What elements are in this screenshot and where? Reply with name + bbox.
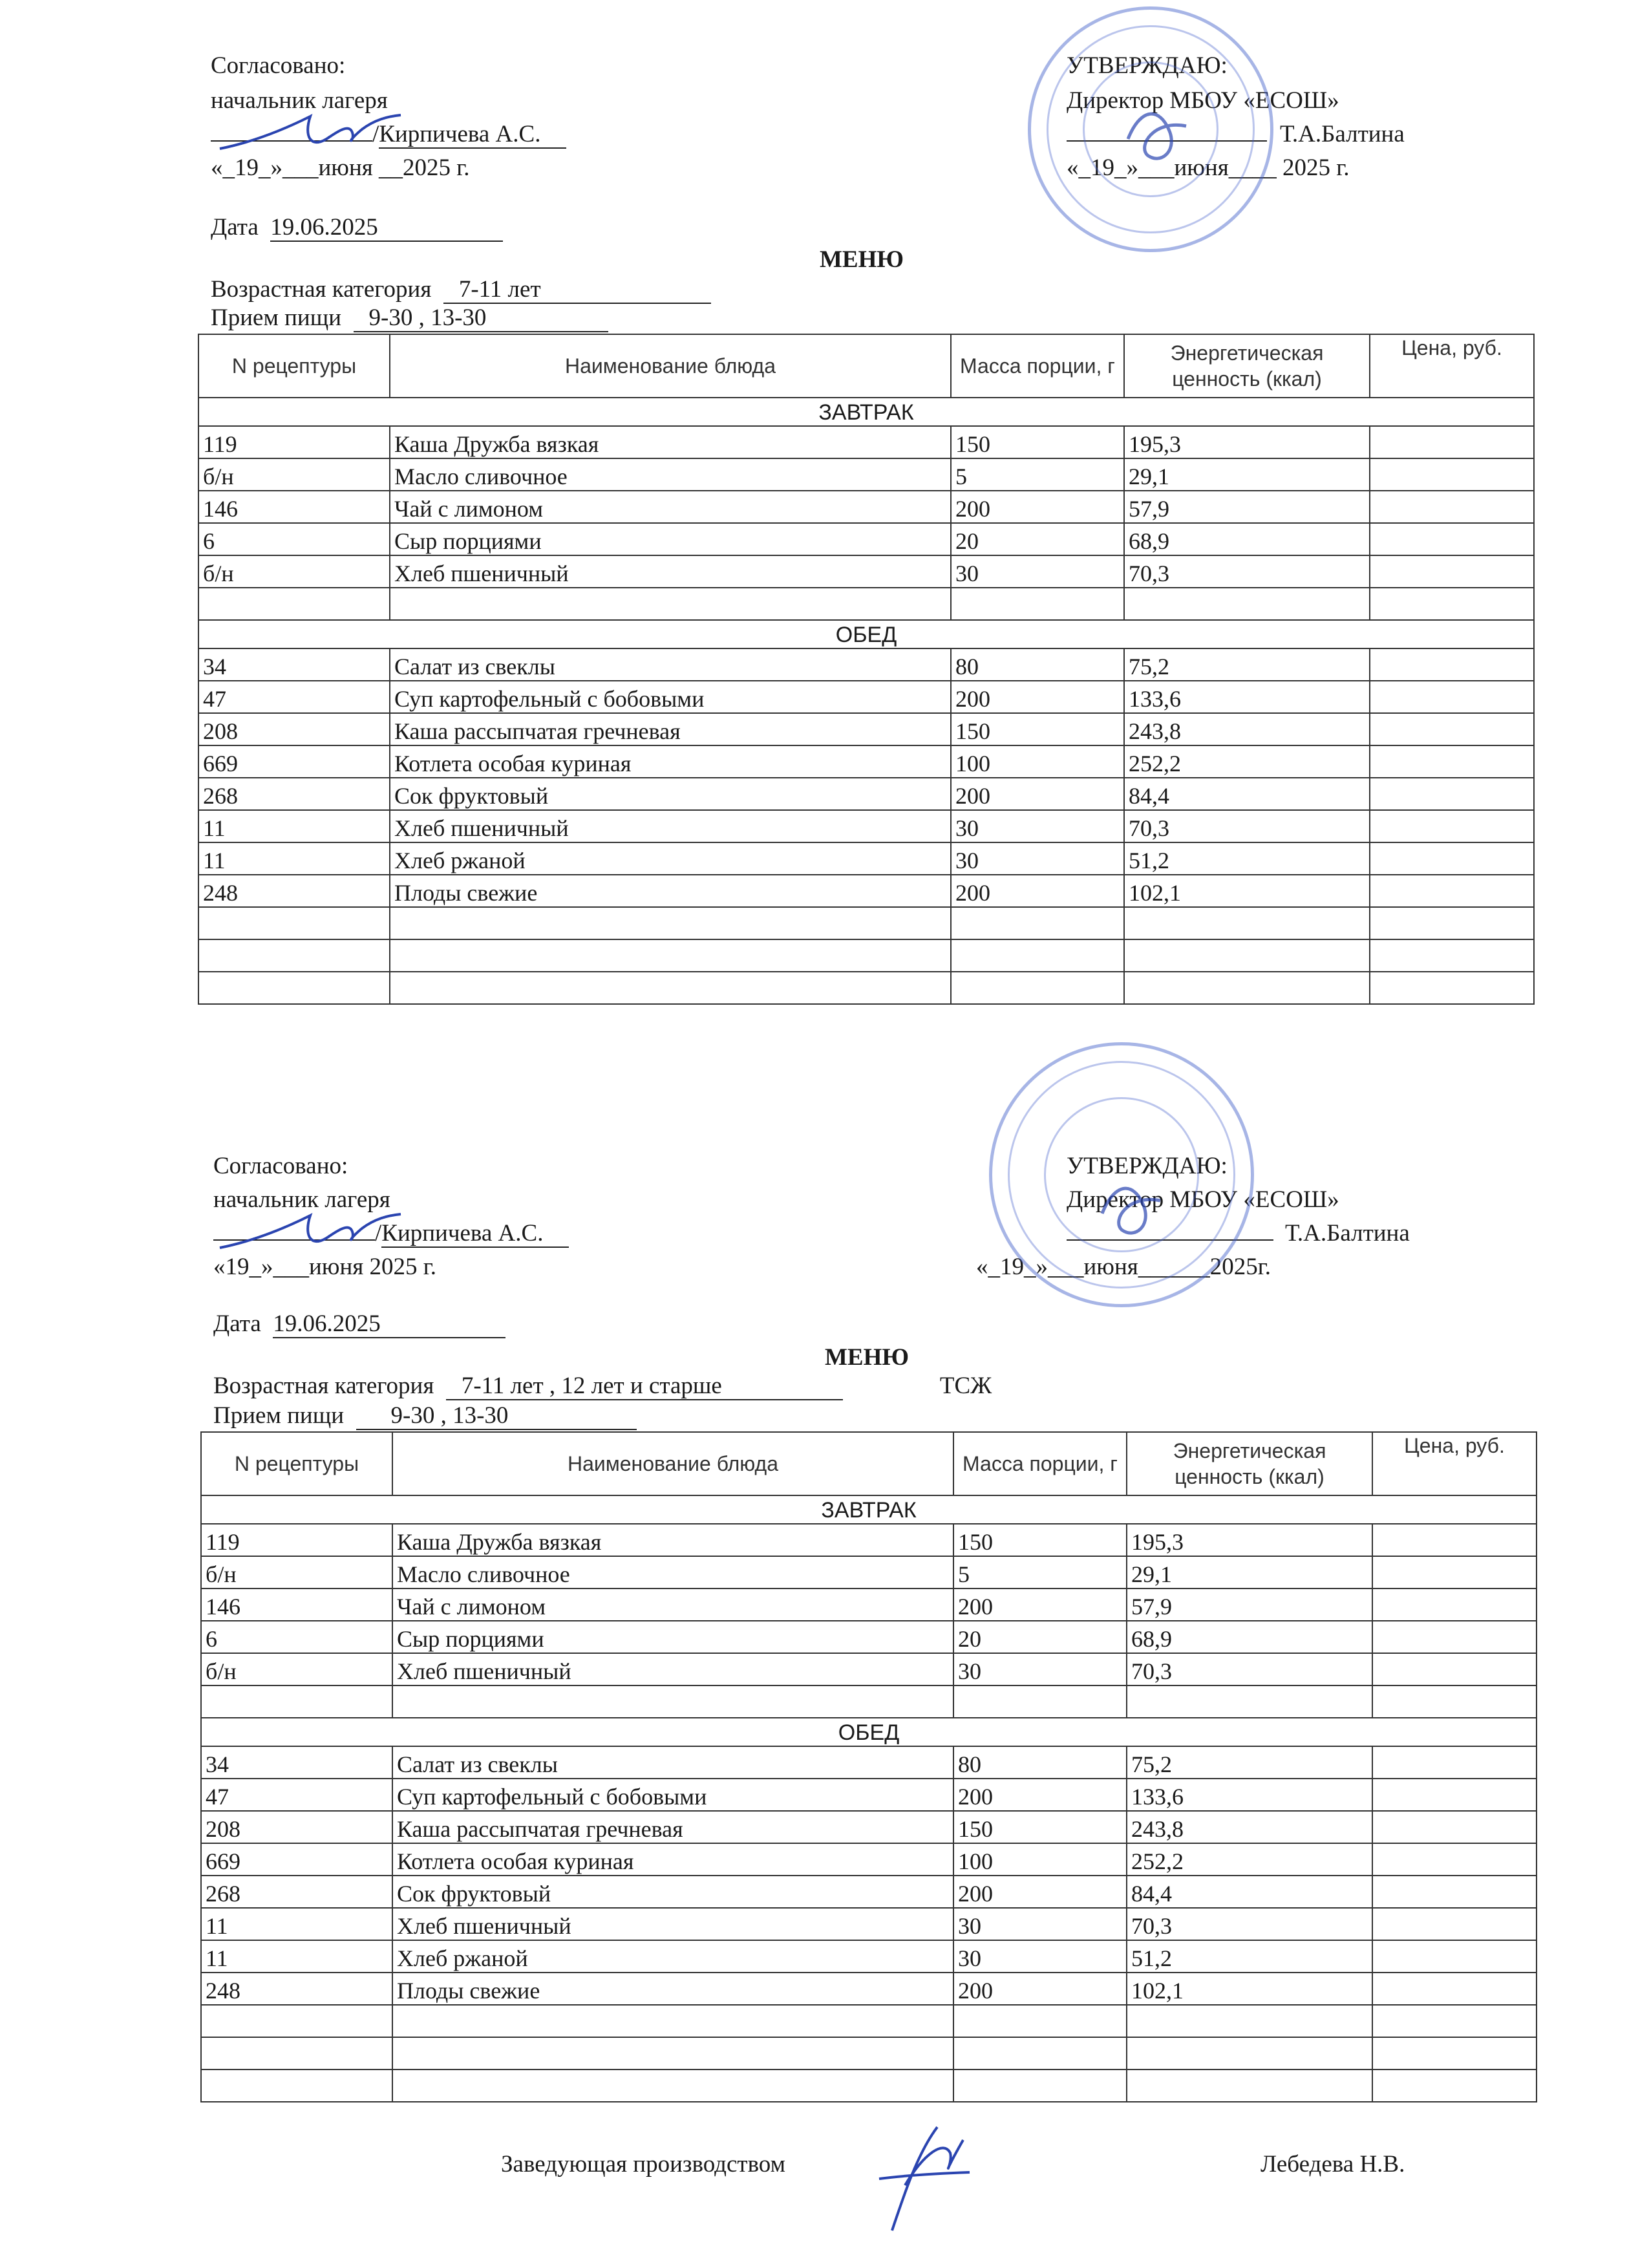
portion-mass-cell: 5 xyxy=(951,458,1124,491)
recipe-no-cell xyxy=(201,2070,392,2102)
recipe-no-cell: б/н xyxy=(201,1653,392,1685)
section-row xyxy=(201,1718,1537,1746)
camp-head-signature xyxy=(213,1203,407,1261)
empty-row xyxy=(198,588,1534,620)
agreed-label: Согласовано: xyxy=(213,1153,348,1179)
recipe-no-cell: б/н xyxy=(198,555,390,588)
price-cell xyxy=(1370,842,1534,875)
price-cell xyxy=(1372,2070,1537,2102)
section-label: ЗАВТРАК xyxy=(198,398,1534,426)
table-row xyxy=(198,745,1534,778)
dish-name-cell: Плоды свежие xyxy=(392,1973,953,2005)
empty-row xyxy=(198,939,1534,972)
energy-cell: 252,2 xyxy=(1124,745,1370,778)
dish-name-cell xyxy=(390,588,951,620)
portion-mass-cell: 80 xyxy=(951,648,1124,681)
energy-cell: 57,9 xyxy=(1124,491,1370,523)
section-row xyxy=(198,398,1534,426)
portion-mass-cell: 200 xyxy=(951,491,1124,523)
round-seal-stamp xyxy=(1028,6,1273,252)
meal-label: Прием пищи xyxy=(211,305,342,331)
recipe-no-cell: 11 xyxy=(198,810,390,842)
director-date: «_19_»___июня____ 2025 г. xyxy=(1067,155,1350,181)
age-label: Возрастная категория xyxy=(213,1373,434,1399)
energy-cell: 195,3 xyxy=(1127,1524,1372,1556)
dish-name-cell: Каша Дружба вязкая xyxy=(390,426,951,458)
recipe-no-cell: 146 xyxy=(198,491,390,523)
price-cell xyxy=(1372,1908,1537,1940)
portion-mass-cell: 150 xyxy=(953,1524,1127,1556)
price-cell xyxy=(1370,875,1534,907)
energy-cell: 102,1 xyxy=(1127,1973,1372,2005)
table-row xyxy=(201,1653,1537,1685)
meal-label: Прием пищи xyxy=(213,1402,345,1429)
dish-name-cell xyxy=(392,2037,953,2070)
header-portion-mass: Масса порции, г xyxy=(951,334,1124,398)
dish-name-cell: Каша рассыпчатая гречневая xyxy=(390,713,951,745)
energy-cell xyxy=(1124,939,1370,972)
table-row xyxy=(201,1908,1537,1940)
dish-name-cell: Масло сливочное xyxy=(392,1556,953,1589)
approve-label: УТВЕРЖДАЮ: xyxy=(1067,52,1228,79)
price-cell xyxy=(1372,1876,1537,1908)
table-row xyxy=(198,875,1534,907)
recipe-no-cell xyxy=(198,972,390,1004)
recipe-no-cell xyxy=(201,2037,392,2070)
price-cell xyxy=(1372,1589,1537,1621)
energy-cell: 29,1 xyxy=(1127,1556,1372,1589)
header-price: Цена, руб. xyxy=(1370,334,1534,398)
portion-mass-cell: 30 xyxy=(953,1653,1127,1685)
price-cell xyxy=(1370,972,1534,1004)
table-row xyxy=(198,426,1534,458)
camp-head-date: «19_»___июня 2025 г. xyxy=(213,1254,437,1280)
energy-cell: 133,6 xyxy=(1127,1779,1372,1811)
recipe-no-cell: 248 xyxy=(198,875,390,907)
header-dish-name: Наименование блюда xyxy=(392,1432,953,1495)
camp-head-signature xyxy=(213,103,407,162)
date-value: 19.06.2025 xyxy=(270,215,503,242)
section-row xyxy=(201,1495,1537,1524)
camp-head-signature-line: /Кирпичева А.С. xyxy=(213,1219,569,1248)
energy-cell: 102,1 xyxy=(1124,875,1370,907)
empty-row xyxy=(201,1685,1537,1718)
table-row xyxy=(201,1779,1537,1811)
energy-cell xyxy=(1124,972,1370,1004)
section-label: ЗАВТРАК xyxy=(201,1495,1537,1524)
price-cell xyxy=(1372,1843,1537,1876)
table-header-row xyxy=(201,1432,1537,1495)
portion-mass-cell: 200 xyxy=(953,1779,1127,1811)
portion-mass-cell: 30 xyxy=(951,810,1124,842)
table-row xyxy=(198,523,1534,555)
portion-mass-cell: 200 xyxy=(953,1589,1127,1621)
table-row xyxy=(201,1940,1537,1973)
energy-cell xyxy=(1124,907,1370,939)
empty-row xyxy=(201,2037,1537,2070)
price-cell xyxy=(1370,491,1534,523)
round-seal-stamp xyxy=(989,1042,1254,1307)
empty-row xyxy=(201,2005,1537,2037)
price-cell xyxy=(1370,745,1534,778)
table-row xyxy=(201,1876,1537,1908)
price-cell xyxy=(1372,1811,1537,1843)
table-row xyxy=(201,1746,1537,1779)
recipe-no-cell: б/н xyxy=(201,1556,392,1589)
price-cell xyxy=(1372,1940,1537,1973)
portion-mass-cell: 30 xyxy=(951,555,1124,588)
portion-mass-cell: 30 xyxy=(953,1940,1127,1973)
energy-cell: 68,9 xyxy=(1124,523,1370,555)
dish-name-cell: Масло сливочное xyxy=(390,458,951,491)
table-row xyxy=(201,1621,1537,1653)
dish-name-cell: Чай с лимоном xyxy=(390,491,951,523)
dish-name-cell xyxy=(390,972,951,1004)
dish-name-cell: Хлеб пшеничный xyxy=(390,810,951,842)
section-label: ОБЕД xyxy=(198,620,1534,648)
portion-mass-cell: 150 xyxy=(953,1811,1127,1843)
director-role: Директор МБОУ «ЕСОШ» xyxy=(1067,87,1339,114)
recipe-no-cell: 268 xyxy=(198,778,390,810)
age-label: Возрастная категория xyxy=(211,276,432,303)
table-header-row xyxy=(198,334,1534,398)
empty-row xyxy=(198,972,1534,1004)
price-cell xyxy=(1370,810,1534,842)
energy-cell xyxy=(1127,1685,1372,1718)
energy-cell xyxy=(1127,2005,1372,2037)
camp-head-name: Кирпичева А.С. xyxy=(381,1221,569,1248)
price-cell xyxy=(1372,1653,1537,1685)
price-cell xyxy=(1372,2005,1537,2037)
table-body xyxy=(198,398,1534,1004)
empty-row xyxy=(201,2070,1537,2102)
date-line xyxy=(213,1310,505,1338)
dish-name-cell: Салат из свеклы xyxy=(392,1746,953,1779)
production-manager-signature xyxy=(866,2114,976,2243)
price-cell xyxy=(1370,939,1534,972)
empty-row xyxy=(198,907,1534,939)
age-value: 7-11 лет , 12 лет и старше xyxy=(446,1373,843,1400)
header-recipe-no: N рецептуры xyxy=(198,334,390,398)
camp-head-date: «_19_»___июня __2025 г. xyxy=(211,155,470,181)
recipe-no-cell: 11 xyxy=(201,1908,392,1940)
table-row xyxy=(198,648,1534,681)
table-body xyxy=(201,1495,1537,2102)
energy-cell: 252,2 xyxy=(1127,1843,1372,1876)
age-extra: ТСЖ xyxy=(939,1373,992,1399)
camp-head-role: начальник лагеря xyxy=(213,1186,390,1213)
table-row xyxy=(201,1973,1537,2005)
energy-cell: 51,2 xyxy=(1124,842,1370,875)
energy-cell: 243,8 xyxy=(1127,1811,1372,1843)
table-row xyxy=(198,491,1534,523)
table-row xyxy=(198,555,1534,588)
meal-time-line xyxy=(213,1402,637,1430)
age-value: 7-11 лет xyxy=(443,277,711,304)
energy-cell: 57,9 xyxy=(1127,1589,1372,1621)
energy-cell: 51,2 xyxy=(1127,1940,1372,1973)
portion-mass-cell xyxy=(953,2037,1127,2070)
recipe-no-cell: б/н xyxy=(198,458,390,491)
table-row xyxy=(201,1556,1537,1589)
portion-mass-cell xyxy=(951,972,1124,1004)
table-row xyxy=(201,1843,1537,1876)
dish-name-cell xyxy=(392,2070,953,2102)
dish-name-cell xyxy=(392,2005,953,2037)
director-date: «_19_»___июня______2025г. xyxy=(976,1254,1271,1280)
director-name: Т.А.Балтина xyxy=(1285,1220,1410,1246)
portion-mass-cell: 150 xyxy=(951,713,1124,745)
director-role: Директор МБОУ «ЕСОШ» xyxy=(1067,1186,1339,1213)
recipe-no-cell xyxy=(201,2005,392,2037)
section-label: ОБЕД xyxy=(201,1718,1537,1746)
portion-mass-cell: 200 xyxy=(951,875,1124,907)
table-row xyxy=(201,1811,1537,1843)
energy-cell: 133,6 xyxy=(1124,681,1370,713)
portion-mass-cell: 200 xyxy=(953,1973,1127,2005)
meal-value: 9-30 , 13-30 xyxy=(354,305,608,332)
dish-name-cell: Суп картофельный с бобовыми xyxy=(392,1779,953,1811)
header-energy-value: Энергетическая ценность (ккал) xyxy=(1127,1432,1372,1495)
recipe-no-cell xyxy=(198,588,390,620)
energy-cell xyxy=(1124,588,1370,620)
date-line xyxy=(211,213,503,242)
portion-mass-cell xyxy=(951,907,1124,939)
recipe-no-cell: 34 xyxy=(198,648,390,681)
energy-cell: 70,3 xyxy=(1124,810,1370,842)
dish-name-cell: Каша Дружба вязкая xyxy=(392,1524,953,1556)
header-price: Цена, руб. xyxy=(1372,1432,1537,1495)
recipe-no-cell: 11 xyxy=(198,842,390,875)
table-row xyxy=(198,458,1534,491)
header-recipe-no: N рецептуры xyxy=(201,1432,392,1495)
production-manager-role: Заведующая производством xyxy=(501,2151,786,2177)
energy-cell: 70,3 xyxy=(1127,1653,1372,1685)
recipe-no-cell: 669 xyxy=(201,1843,392,1876)
recipe-no-cell: 11 xyxy=(201,1940,392,1973)
recipe-no-cell xyxy=(198,939,390,972)
price-cell xyxy=(1370,778,1534,810)
recipe-no-cell xyxy=(198,907,390,939)
energy-cell: 195,3 xyxy=(1124,426,1370,458)
price-cell xyxy=(1370,681,1534,713)
dish-name-cell: Хлеб ржаной xyxy=(392,1940,953,1973)
header-dish-name: Наименование блюда xyxy=(390,334,951,398)
energy-cell: 29,1 xyxy=(1124,458,1370,491)
dish-name-cell: Суп картофельный с бобовыми xyxy=(390,681,951,713)
energy-cell: 84,4 xyxy=(1127,1876,1372,1908)
price-cell xyxy=(1372,1685,1537,1718)
camp-head-name: Кирпичева А.С. xyxy=(379,122,566,149)
portion-mass-cell xyxy=(953,2005,1127,2037)
dish-name-cell: Сок фруктовый xyxy=(392,1876,953,1908)
dish-name-cell: Котлета особая куриная xyxy=(392,1843,953,1876)
portion-mass-cell: 200 xyxy=(951,681,1124,713)
recipe-no-cell: 268 xyxy=(201,1876,392,1908)
portion-mass-cell xyxy=(951,939,1124,972)
table-row xyxy=(198,681,1534,713)
price-cell xyxy=(1370,523,1534,555)
energy-cell: 243,8 xyxy=(1124,713,1370,745)
dish-name-cell: Салат из свеклы xyxy=(390,648,951,681)
menu-title: МЕНЮ xyxy=(825,1344,910,1371)
portion-mass-cell xyxy=(953,2070,1127,2102)
portion-mass-cell xyxy=(951,588,1124,620)
price-cell xyxy=(1370,555,1534,588)
dish-name-cell xyxy=(390,907,951,939)
portion-mass-cell: 150 xyxy=(951,426,1124,458)
price-cell xyxy=(1372,1973,1537,2005)
recipe-no-cell: 119 xyxy=(201,1524,392,1556)
recipe-no-cell: 47 xyxy=(201,1779,392,1811)
portion-mass-cell: 5 xyxy=(953,1556,1127,1589)
section-row xyxy=(198,620,1534,648)
price-cell xyxy=(1372,2037,1537,2070)
date-value: 19.06.2025 xyxy=(273,1311,505,1338)
energy-cell: 70,3 xyxy=(1124,555,1370,588)
price-cell xyxy=(1370,648,1534,681)
production-manager-name: Лебедева Н.В. xyxy=(1261,2151,1405,2177)
dish-name-cell: Котлета особая куриная xyxy=(390,745,951,778)
energy-cell xyxy=(1127,2037,1372,2070)
energy-cell: 68,9 xyxy=(1127,1621,1372,1653)
price-cell xyxy=(1370,588,1534,620)
energy-cell: 84,4 xyxy=(1124,778,1370,810)
director-name: Т.А.Балтина xyxy=(1280,121,1405,147)
table-row xyxy=(198,810,1534,842)
dish-name-cell: Чай с лимоном xyxy=(392,1589,953,1621)
dish-name-cell: Хлеб ржаной xyxy=(390,842,951,875)
recipe-no-cell: 669 xyxy=(198,745,390,778)
portion-mass-cell xyxy=(953,1685,1127,1718)
menu-table xyxy=(198,334,1535,1005)
recipe-no-cell: 34 xyxy=(201,1746,392,1779)
dish-name-cell: Сыр порциями xyxy=(392,1621,953,1653)
portion-mass-cell: 200 xyxy=(953,1876,1127,1908)
menu-table xyxy=(200,1431,1537,2102)
recipe-no-cell: 6 xyxy=(198,523,390,555)
portion-mass-cell: 20 xyxy=(951,523,1124,555)
dish-name-cell: Хлеб пшеничный xyxy=(392,1653,953,1685)
energy-cell: 70,3 xyxy=(1127,1908,1372,1940)
price-cell xyxy=(1372,1746,1537,1779)
price-cell xyxy=(1372,1621,1537,1653)
age-category-line xyxy=(213,1372,992,1400)
dish-name-cell: Каша рассыпчатая гречневая xyxy=(392,1811,953,1843)
energy-cell: 75,2 xyxy=(1124,648,1370,681)
portion-mass-cell: 20 xyxy=(953,1621,1127,1653)
energy-cell: 75,2 xyxy=(1127,1746,1372,1779)
date-label: Дата xyxy=(211,214,259,241)
dish-name-cell: Сок фруктовый xyxy=(390,778,951,810)
dish-name-cell: Плоды свежие xyxy=(390,875,951,907)
energy-cell xyxy=(1127,2070,1372,2102)
recipe-no-cell: 146 xyxy=(201,1589,392,1621)
portion-mass-cell: 80 xyxy=(953,1746,1127,1779)
date-label: Дата xyxy=(213,1311,261,1337)
price-cell xyxy=(1372,1524,1537,1556)
agreed-label: Согласовано: xyxy=(211,52,346,79)
portion-mass-cell: 30 xyxy=(951,842,1124,875)
camp-head-role: начальник лагеря xyxy=(211,87,388,114)
table-row xyxy=(201,1524,1537,1556)
price-cell xyxy=(1370,713,1534,745)
portion-mass-cell: 100 xyxy=(951,745,1124,778)
recipe-no-cell: 208 xyxy=(198,713,390,745)
recipe-no-cell: 6 xyxy=(201,1621,392,1653)
recipe-no-cell: 208 xyxy=(201,1811,392,1843)
meal-time-line xyxy=(211,304,608,332)
header-energy-value: Энергетическая ценность (ккал) xyxy=(1124,334,1370,398)
recipe-no-cell xyxy=(201,1685,392,1718)
recipe-no-cell: 248 xyxy=(201,1973,392,2005)
portion-mass-cell: 200 xyxy=(951,778,1124,810)
table-row xyxy=(201,1589,1537,1621)
header-portion-mass: Масса порции, г xyxy=(953,1432,1127,1495)
price-cell xyxy=(1370,907,1534,939)
age-category-line xyxy=(211,275,711,304)
dish-name-cell xyxy=(392,1685,953,1718)
table-row xyxy=(198,778,1534,810)
recipe-no-cell: 47 xyxy=(198,681,390,713)
table-row xyxy=(198,842,1534,875)
price-cell xyxy=(1370,426,1534,458)
meal-value: 9-30 , 13-30 xyxy=(356,1403,637,1430)
dish-name-cell: Сыр порциями xyxy=(390,523,951,555)
camp-head-signature-line: /Кирпичева А.С. xyxy=(211,120,566,149)
dish-name-cell xyxy=(390,939,951,972)
price-cell xyxy=(1372,1779,1537,1811)
dish-name-cell: Хлеб пшеничный xyxy=(392,1908,953,1940)
price-cell xyxy=(1372,1556,1537,1589)
recipe-no-cell: 119 xyxy=(198,426,390,458)
dish-name-cell: Хлеб пшеничный xyxy=(390,555,951,588)
price-cell xyxy=(1370,458,1534,491)
menu-title: МЕНЮ xyxy=(820,246,904,273)
portion-mass-cell: 100 xyxy=(953,1843,1127,1876)
approve-label: УТВЕРЖДАЮ: xyxy=(1067,1153,1228,1179)
table-row xyxy=(198,713,1534,745)
portion-mass-cell: 30 xyxy=(953,1908,1127,1940)
